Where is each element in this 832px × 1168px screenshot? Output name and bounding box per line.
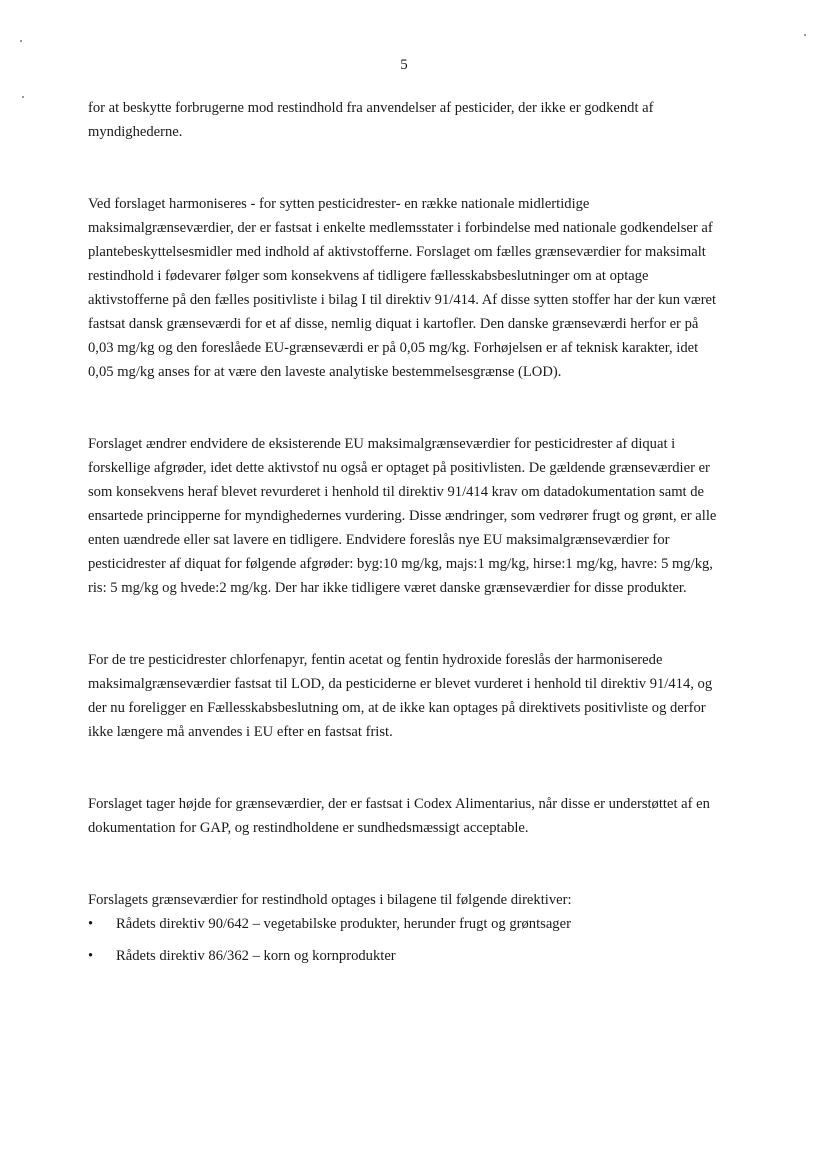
scan-speck xyxy=(804,34,806,36)
paragraph-directives-intro: Forslagets grænseværdier for restindhold optages i bilagene til følgende direktiver: xyxy=(88,892,572,908)
paragraph-diquat: Forslaget ændrer endvidere de eksisterende EU maksimalgrænseværdier for pesticidrester af diquat i forskellige afgrøder, idet dette aktivstof nu også er optaget på positivlisten. De gældende grænseværdier er som konsekvens heraf blevet revurderet i henhold til direktiv 91/414 krav om datadokumentation samt de ensartede principperne for myndighedernes vurdering. Disse ændringer, som vedrører frugt og grønt, er alle enten uændrede eller sat lavere en tidligere. Endvidere foreslås nye EU maksimalgrænseværdier for pesticidrester af diquat for følgende afgrøder: byg:10 mg/kg, majs:1 mg/kg, hirse:1 mg/kg, havre: 5 mg/kg, ris: 5 mg/kg og hvede:2 mg/kg. Der har ikke tidligere været danske grænseværdier for disse produkter. xyxy=(88,436,717,596)
paragraph-continuation: for at beskytte forbrugerne mod restindhold fra anvendelser af pesticider, der ikke er godkendt af myndighederne. xyxy=(88,100,654,140)
paragraph-codex: Forslaget tager højde for grænseværdier, der er fastsat i Codex Alimentarius, når disse er understøttet af en dokumentation for GAP, og restindholdene er sundhedsmæssigt acceptable. xyxy=(88,796,710,836)
directive-list xyxy=(88,912,724,968)
scan-speck xyxy=(22,96,24,98)
paragraph-chlorfenapyr-fentin: For de tre pesticidrester chlorfenapyr, fentin acetat og fentin hydroxide foreslås der harmoniserede maksimalgrænseværdier fastsat til LOD, da pesticiderne er blevet vurderet i henhold til direktiv 91/414, og der nu foreligger en Fællesskabsbeslutning om, at de ikke kan optages på direktivets positivliste og derfor ikke længere må anvendes i EU efter en fastsat frist. xyxy=(88,652,713,740)
list-item-text: Rådets direktiv 90/642 – vegetabilske produkter, herunder frugt og grøntsager xyxy=(116,916,571,932)
list-item xyxy=(88,912,724,936)
bullet-icon: • xyxy=(88,948,94,964)
paragraph-harmonisation: Ved forslaget harmoniseres - for sytten pesticidrester- en række nationale midlertidige maksimalgrænseværdier, der er fastsat i enkelte medlemsstater i forbindelse med nationale godkendelser af plantebeskyttelsesmidler med indhold af aktivstofferne. Forslaget om fælles grænseværdier for maksimalt restindhold i fødevarer følger som konsekvens af tidligere fællesskabsbeslutninger om at optage aktivstofferne på den fælles positivliste i bilag I til direktiv 91/414. Af disse sytten stoffer har der kun været fastsat dansk grænseværdi for et af disse, nemlig diquat i kartofler. Den danske grænseværdi herfor er på 0,03 mg/kg og den foreslåede EU-grænseværdi er på 0,05 mg/kg. Forhøjelsen er af teknisk karakter, idet 0,05 mg/kg anses for at være den laveste analytiske bestemmelsesgrænse (LOD). xyxy=(88,196,717,380)
document-body xyxy=(88,96,724,968)
scan-speck xyxy=(20,40,22,42)
bullet-icon: • xyxy=(88,916,94,932)
page-number: 5 xyxy=(400,57,408,73)
list-item-text: Rådets direktiv 86/362 – korn og kornprodukter xyxy=(116,948,396,964)
list-item xyxy=(88,944,724,968)
